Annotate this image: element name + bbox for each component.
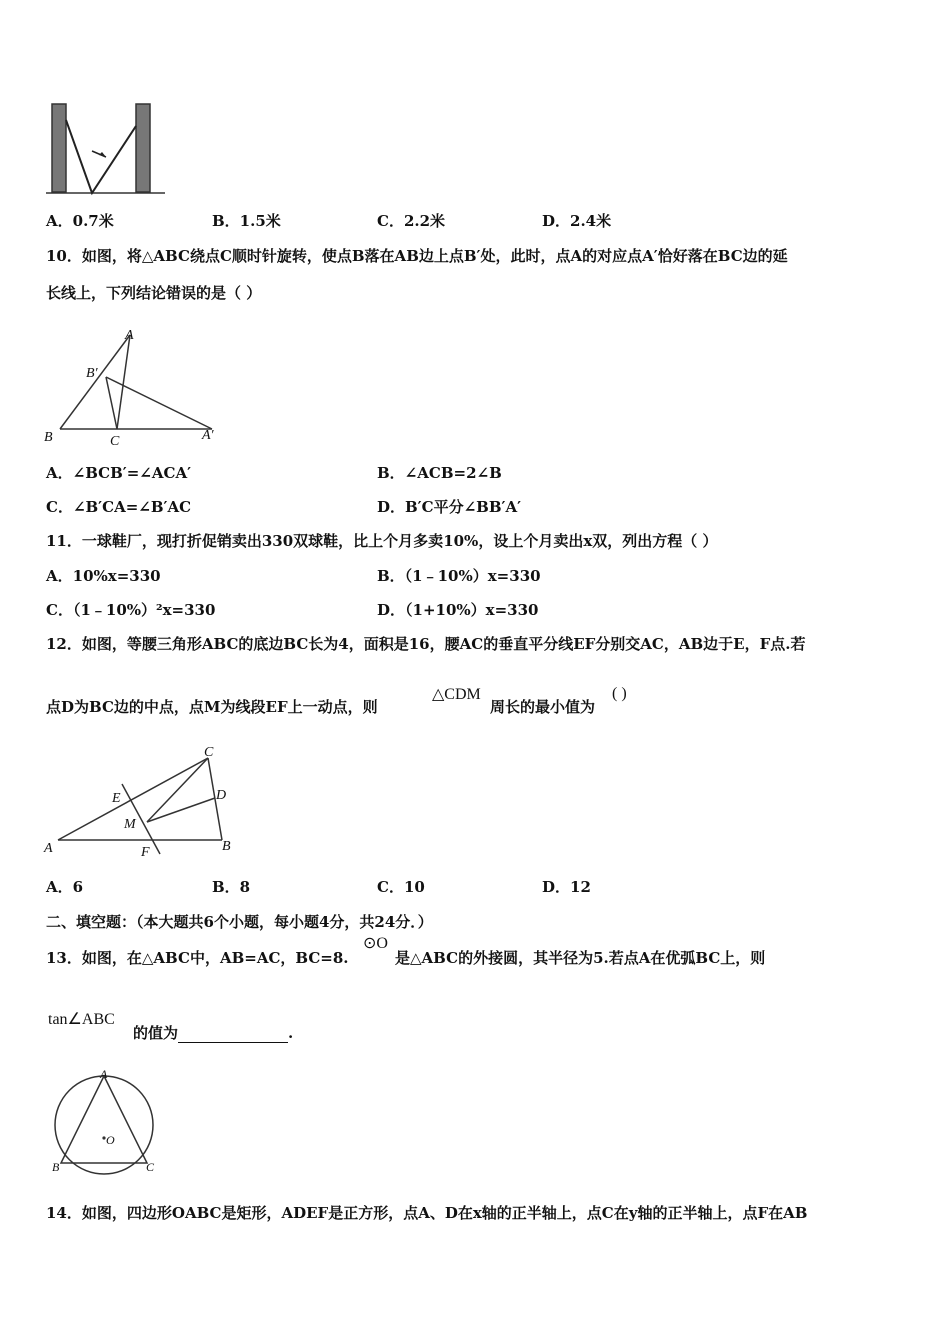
isosceles-triangle-figure <box>40 740 240 865</box>
q10-option-c: C．∠B′CA=∠B′AC <box>46 498 192 516</box>
q9-option-c: C．2.2米 <box>377 212 446 230</box>
q12-stem-line2-post: 周长的最小值为 <box>490 698 596 716</box>
q11-option-a: A．10%x=330 <box>46 567 161 585</box>
q10-option-a: A．∠BCB′=∠ACA′ <box>46 464 192 482</box>
q11-option-d: D．（1+10%）x=330 <box>377 601 539 619</box>
label-c: C <box>146 1160 155 1174</box>
label-a-prime: A′ <box>202 428 214 443</box>
rotation-triangle-figure <box>40 325 230 450</box>
q13-circle-o: ⊙O <box>363 935 388 952</box>
q10-option-d: D．B′C平分∠BB′A′ <box>377 498 522 516</box>
q13-stem-pre: 13．如图，在△ABC中，AB=AC，BC=8. <box>46 949 349 967</box>
label-o: O <box>106 1133 115 1147</box>
q14-stem-line1: 14．如图，四边形OABC是矩形，ADEF是正方形，点A、D在x轴的正半轴上，点C在y轴的正半轴上，点F在AB <box>46 1204 808 1222</box>
q12-paren: ( ) <box>612 685 627 702</box>
q9-option-a: A．0.7米 <box>46 212 114 230</box>
q13-math-tan: tan∠ABC <box>48 1011 115 1028</box>
q12-option-b: B．8 <box>212 878 251 896</box>
q9-option-b: B．1.5米 <box>212 212 281 230</box>
q11-stem: 11．一球鞋厂，现打折促销卖出330双球鞋，比上个月多卖10%，设上个月卖出x双，列出方程（ ） <box>46 532 718 550</box>
section-heading: 二、填空题：（本大题共6个小题，每小题4分，共24分．） <box>46 913 433 931</box>
q12-option-d: D．12 <box>542 878 591 896</box>
q9-option-d: D．2.4米 <box>542 212 612 230</box>
label-b: B <box>44 430 53 445</box>
q13-end: . <box>288 1024 294 1042</box>
q13-stem-post: 是△ABC的外接圆，其半径为5.若点A在优弧BC上，则 <box>395 949 766 967</box>
q13-tail-text: 的值为 <box>133 1024 179 1042</box>
q12-option-c: C．10 <box>377 878 425 896</box>
q11-option-b: B．（1﹣10%）x=330 <box>377 567 541 585</box>
ladder-wall-figure <box>44 100 169 196</box>
q10-stem-line2: 长线上，下列结论错误的是（ ） <box>46 284 262 302</box>
circumcircle-figure <box>44 1068 164 1178</box>
q12-option-a: A．6 <box>46 878 84 896</box>
label-b: B <box>222 839 231 854</box>
label-a: A <box>100 1068 108 1081</box>
label-e: E <box>112 791 121 806</box>
q11-option-c: C．（1﹣10%）²x=330 <box>46 601 216 619</box>
answer-blank[interactable] <box>178 1026 288 1043</box>
q12-stem-line2-pre: 点D为BC边的中点，点M为线段EF上一动点，则 <box>46 698 378 716</box>
label-d: D <box>216 788 227 803</box>
q12-math-cdm: △CDM <box>432 686 481 703</box>
label-f: F <box>141 845 150 860</box>
q10-stem-line1: 10．如图，将△ABC绕点C顺时针旋转，使点B落在AB边上点B′处，此时，点A的对应点A′恰好落在BC边的延 <box>46 247 788 265</box>
label-a: A <box>125 328 134 343</box>
label-c: C <box>110 434 120 449</box>
label-m: M <box>124 817 136 832</box>
q10-option-b: B．∠ACB=2∠B <box>377 464 502 482</box>
label-a: A <box>44 841 53 856</box>
label-b-prime: B′ <box>86 366 98 381</box>
q13-tail <box>133 1023 293 1043</box>
q12-stem-line1: 12．如图，等腰三角形ABC的底边BC长为4，面积是16，腰AC的垂直平分线EF分别交AC，AB边于E，F点.若 <box>46 635 806 653</box>
label-c: C <box>204 745 214 760</box>
label-b: B <box>52 1160 60 1174</box>
